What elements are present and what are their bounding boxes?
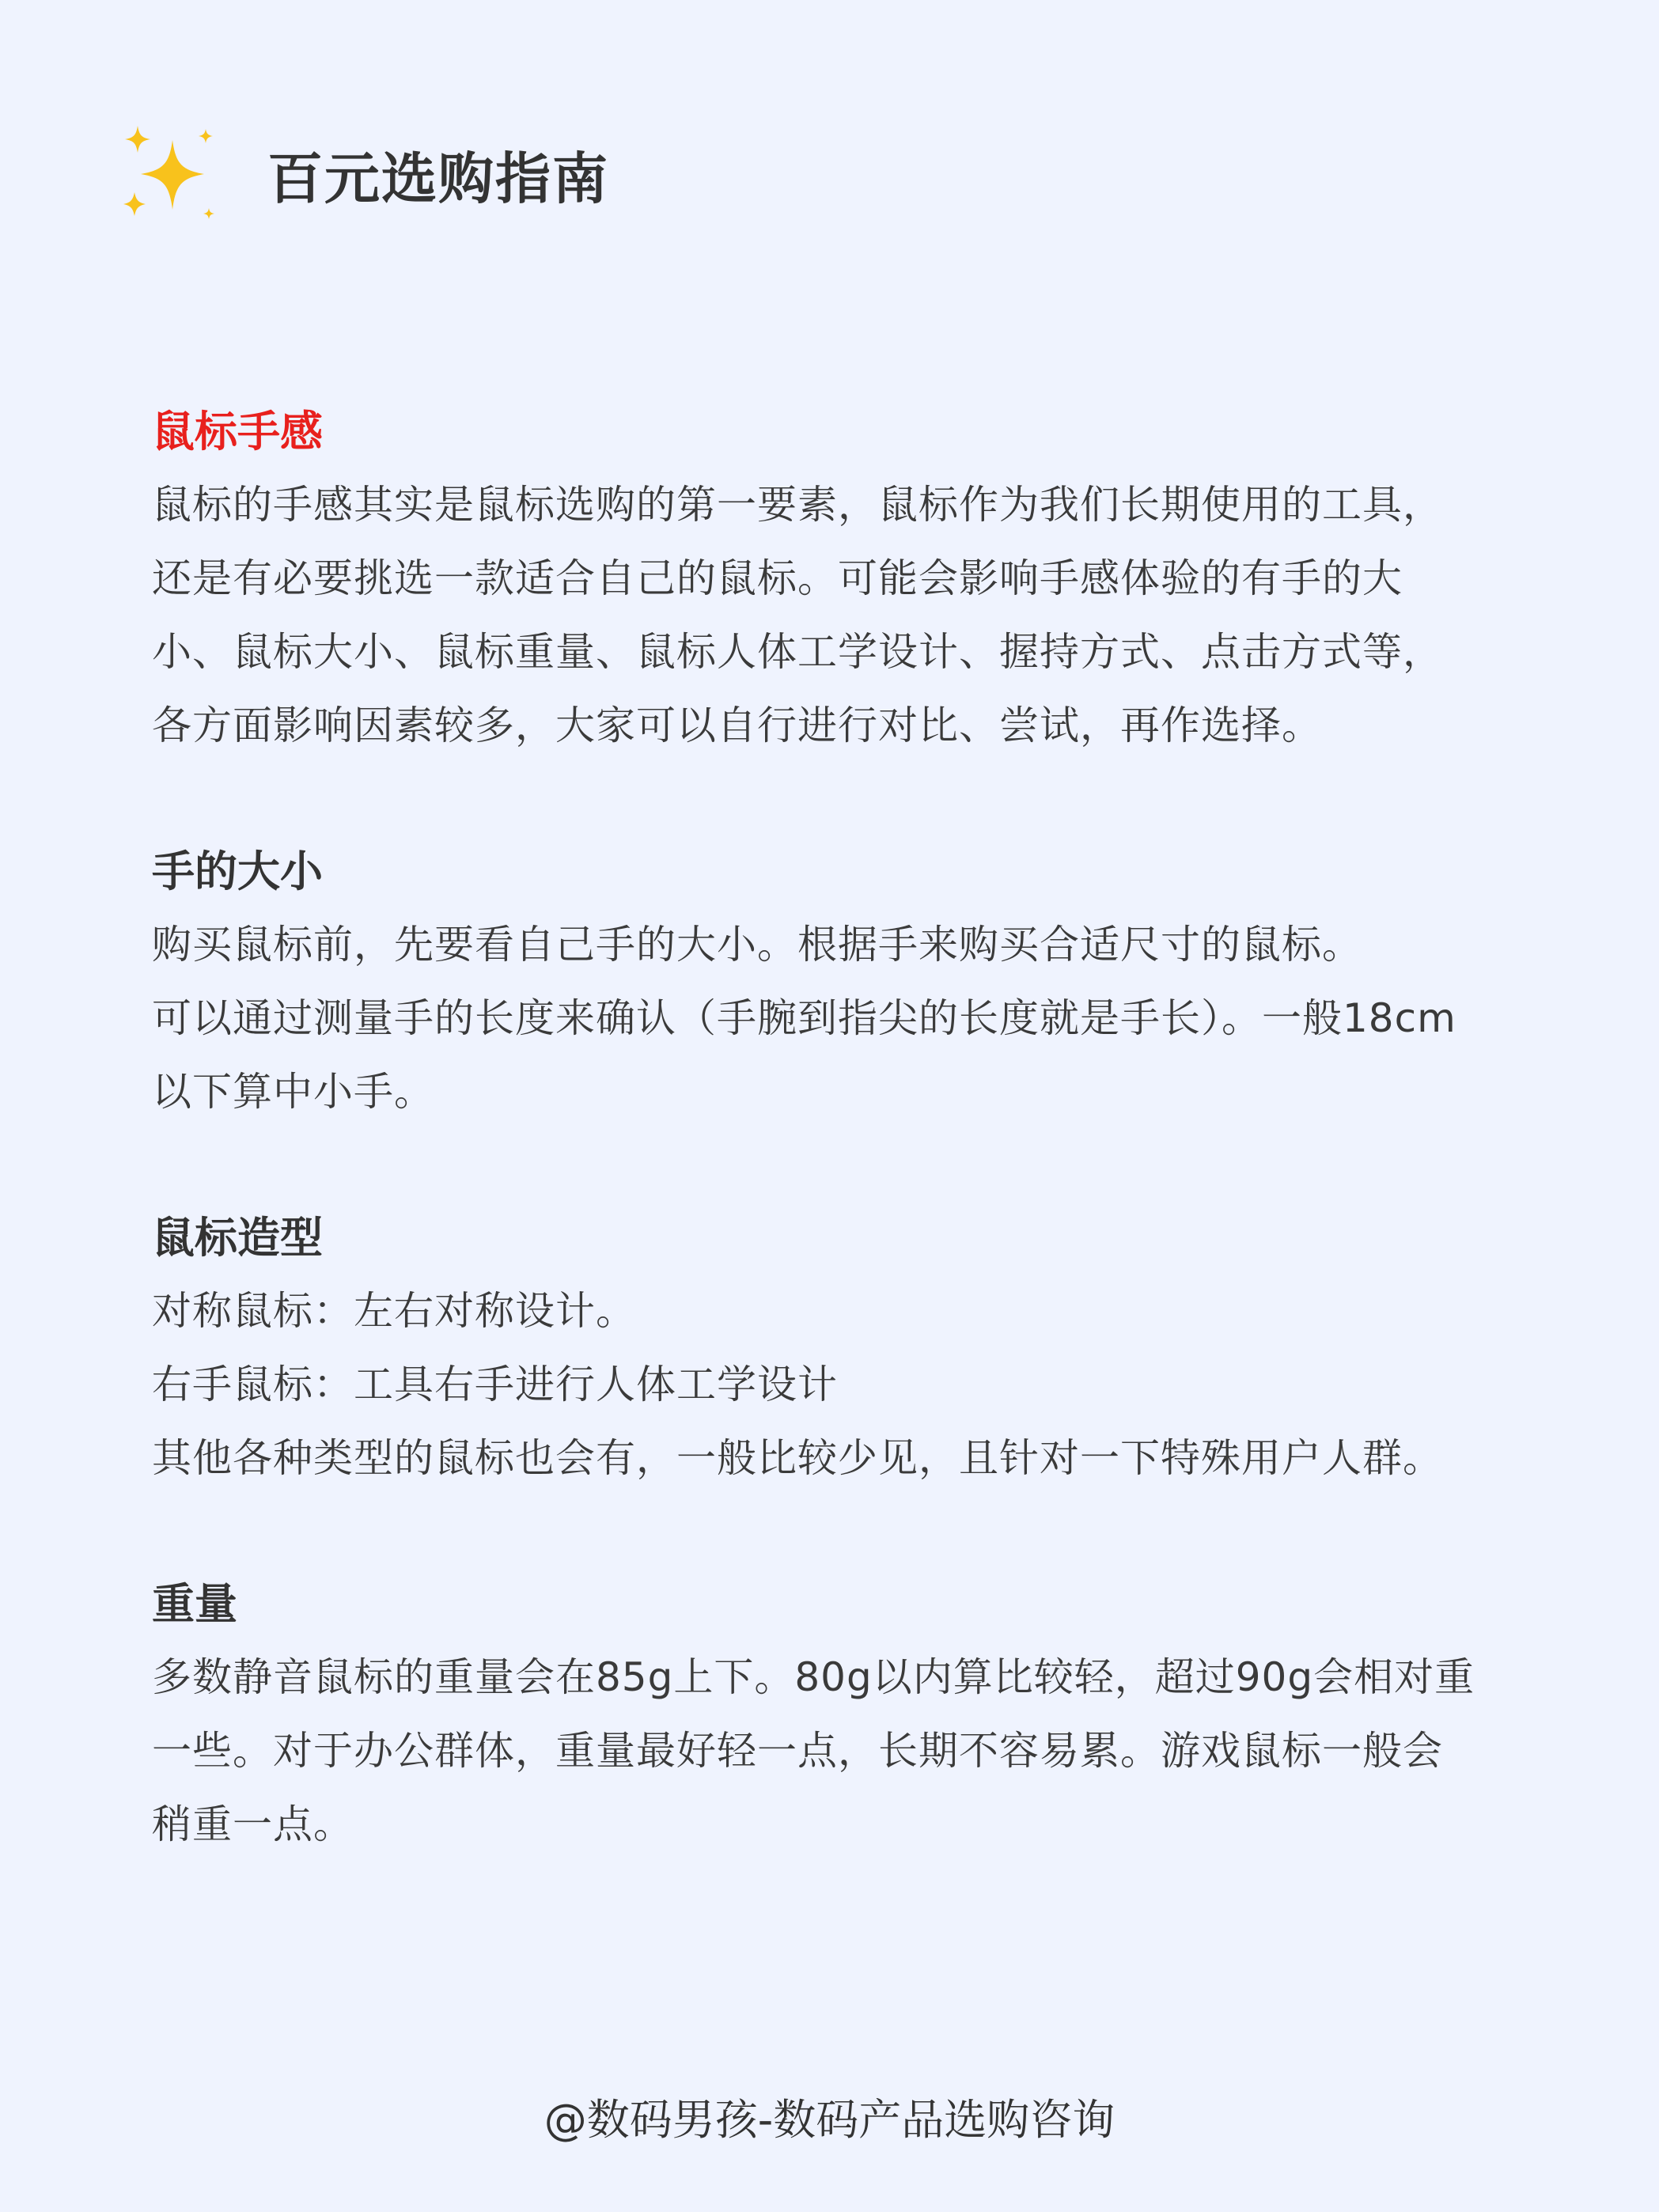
section-heading: 鼠标造型 (152, 1213, 323, 1263)
page-title: 百元选购指南 (267, 146, 609, 211)
section-hand-size (152, 835, 1560, 1129)
section-body: 鼠标的手感其实是鼠标选购的第一要素，鼠标作为我们长期使用的工具， 还是有必要挑选一款适合自己的鼠标。可能会影响手感体验的有手的大 小、鼠标大小、鼠标重量、鼠标人体工学设计、握持方式、点击方式等， 各方面影响因素较多，大家可以自行进行对比、尝试，再作选择。 (152, 482, 1443, 748)
footer-credit: @数码男孩-数码产品选购咨询 (544, 2095, 1115, 2145)
article-content (152, 396, 1560, 1934)
section-body: 购买鼠标前，先要看自己手的大小。根据手来购买合适尺寸的鼠标。 可以通过测量手的长度来确认（手腕到指尖的长度就是手长）。一般18cm 以下算中小手。 (152, 922, 1456, 1115)
section-heading: 手的大小 (152, 847, 323, 896)
section-mouse-shape (152, 1202, 1560, 1495)
sparkles-icon (117, 123, 228, 225)
section-weight (152, 1568, 1560, 1862)
section-heading: 鼠标手感 (152, 407, 323, 456)
section-body: 多数静音鼠标的重量会在85g上下。80g以内算比较轻，超过90g会相对重 一些。对于办公群体，重量最好轻一点，长期不容易累。游戏鼠标一般会 稍重一点。 (152, 1654, 1475, 1847)
section-body: 对称鼠标：左右对称设计。 右手鼠标：工具右手进行人体工学设计 其他各种类型的鼠标也会有，一般比较少见，且针对一下特殊用户人群。 (152, 1288, 1443, 1481)
section-mouse-feel (152, 396, 1560, 763)
section-heading: 重量 (152, 1579, 237, 1629)
page-header (117, 119, 609, 229)
